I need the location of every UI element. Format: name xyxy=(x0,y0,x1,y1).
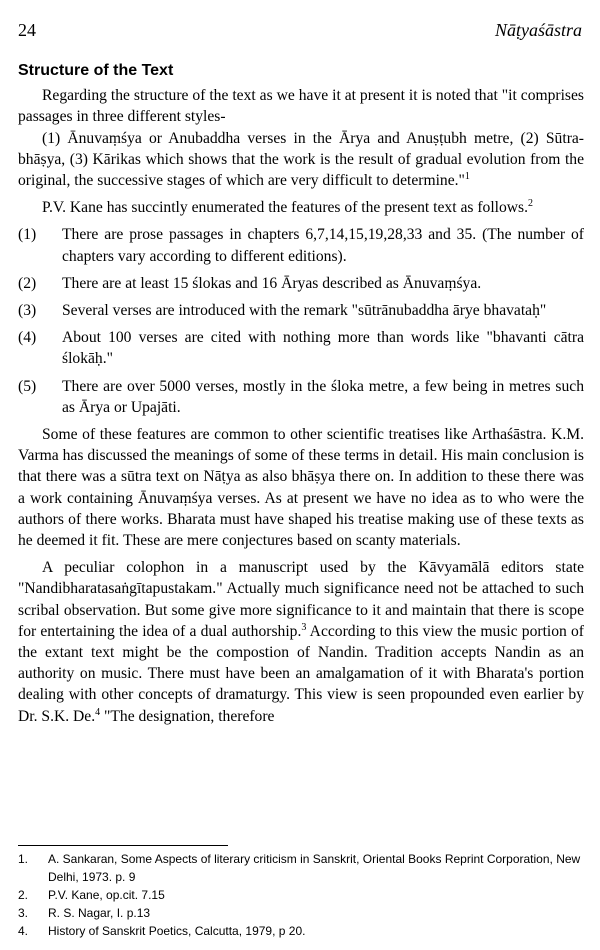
footnote-ref: 1 xyxy=(464,170,470,182)
list-item-number: (4) xyxy=(18,329,37,347)
list-item-number: (3) xyxy=(18,302,37,320)
list-item xyxy=(18,327,584,369)
list-item-text: There are prose passages in chapters 6,7,14,15,19,28,33 and 35. (The number of chapters vary according to different editions). xyxy=(62,226,584,265)
list-item-text: About 100 verses are cited with nothing more than words like "bhavanti cātra ślokāḥ." xyxy=(62,329,584,368)
list-item-text: There are at least 15 ślokas and 16 Āryas described as Ānuvaṃśya. xyxy=(62,274,482,292)
footnote-ref: 2 xyxy=(528,198,534,210)
paragraph-text: Regarding the structure of the text as we have it at present it is noted that "it comprises passages in three different styles- xyxy=(18,87,584,126)
footnote-text: R. S. Nagar, I. p.13 xyxy=(48,906,151,920)
page-header xyxy=(18,20,582,46)
section-heading: Structure of the Text xyxy=(18,62,174,79)
paragraph xyxy=(18,424,584,551)
footnote xyxy=(18,850,584,886)
features-list xyxy=(18,224,584,418)
footnote-number: 4. xyxy=(18,924,29,938)
paragraph-text: A peculiar colophon in a manuscript used by the Kāvyamālā editors state "Nandibharatasaṅgītapustakam." Actually much significance need not be attached to such scribal observation. But some give more significance to it and maintain that there is scope for entertaining the idea of a dual authorship. xyxy=(18,559,584,640)
paragraph-text: (1) Ānuvaṃśya or Anubaddha verses in the Ārya and Anuṣṭubh metre, (2) Sūtra-bhāṣya, (3) Kārikas which shows that the work is the result of gradual evolution from the original, the successive stages of which are very difficult to determine." xyxy=(18,129,584,190)
footnote-number: 2. xyxy=(18,888,29,902)
footnote-number: 3. xyxy=(18,906,29,920)
running-title: Nāṭyaśāstra xyxy=(494,20,582,40)
paragraph xyxy=(18,85,584,127)
list-item-text: Several verses are introduced with the remark "sūtrānubaddha ārye bhavataḥ" xyxy=(62,302,547,320)
paragraph-text: Some of these features are common to other scientific treatises like Arthaśāstra. K.M. Varma has discussed the meanings of some of these terms in detail. His main conclusion is that there was a sūtra text on Nāṭya as also bhāṣya there on. In addition to these there was a work containing Ānuvaṃśya verses. As at present we have no idea as to who were the authors of there works. Bharata must have shaped his treatise making use of these texts as he deemed it fit. These are mere conjectures based on scanty materials. xyxy=(18,426,584,550)
paragraph-text: According to this view the music portion of the extant text might be the compostion of Nandin. Tradition accepts Nandin as an authority on music. There must have been an amalgamation of it with Bharata's portion dealing with other concepts of dramaturgy. This view is seen propounded even earlier by Dr. S.K. De. xyxy=(18,622,584,725)
list-item-text: There are over 5000 verses, mostly in the śloka metre, a few being in metres such as Ārya or Upajāti. xyxy=(62,377,584,416)
page-number: 24 xyxy=(18,20,36,40)
footnote-number: 1. xyxy=(18,852,29,866)
footnote-ref: 4 xyxy=(95,706,101,718)
list-item xyxy=(18,300,584,321)
list-item-number: (1) xyxy=(18,226,37,244)
list-item xyxy=(18,224,584,266)
footnote-divider xyxy=(18,845,228,846)
list-item-number: (5) xyxy=(18,377,37,395)
list-item-number: (2) xyxy=(18,274,37,292)
main-text xyxy=(18,60,584,733)
paragraph xyxy=(18,197,584,218)
paragraph-text: "The designation, therefore xyxy=(100,707,275,725)
paragraph-text: P.V. Kane has succintly enumerated the features of the present text as follows. xyxy=(42,199,529,217)
footnote-text: History of Sanskrit Poetics, Calcutta, 1979, p 20. xyxy=(48,924,306,938)
footnotes xyxy=(18,845,584,940)
list-item xyxy=(18,376,584,418)
list-item xyxy=(18,273,584,294)
footnote xyxy=(18,922,584,940)
footnote-ref: 3 xyxy=(301,621,307,633)
footnote xyxy=(18,886,584,904)
paragraph xyxy=(18,557,584,727)
paragraph xyxy=(18,128,584,192)
footnote-text: P.V. Kane, op.cit. 7.15 xyxy=(48,888,165,902)
footnote xyxy=(18,904,584,922)
footnote-text: A. Sankaran, Some Aspects of literary criticism in Sanskrit, Oriental Books Reprint Corporation, New Delhi, 1973. p. 9 xyxy=(48,852,581,884)
